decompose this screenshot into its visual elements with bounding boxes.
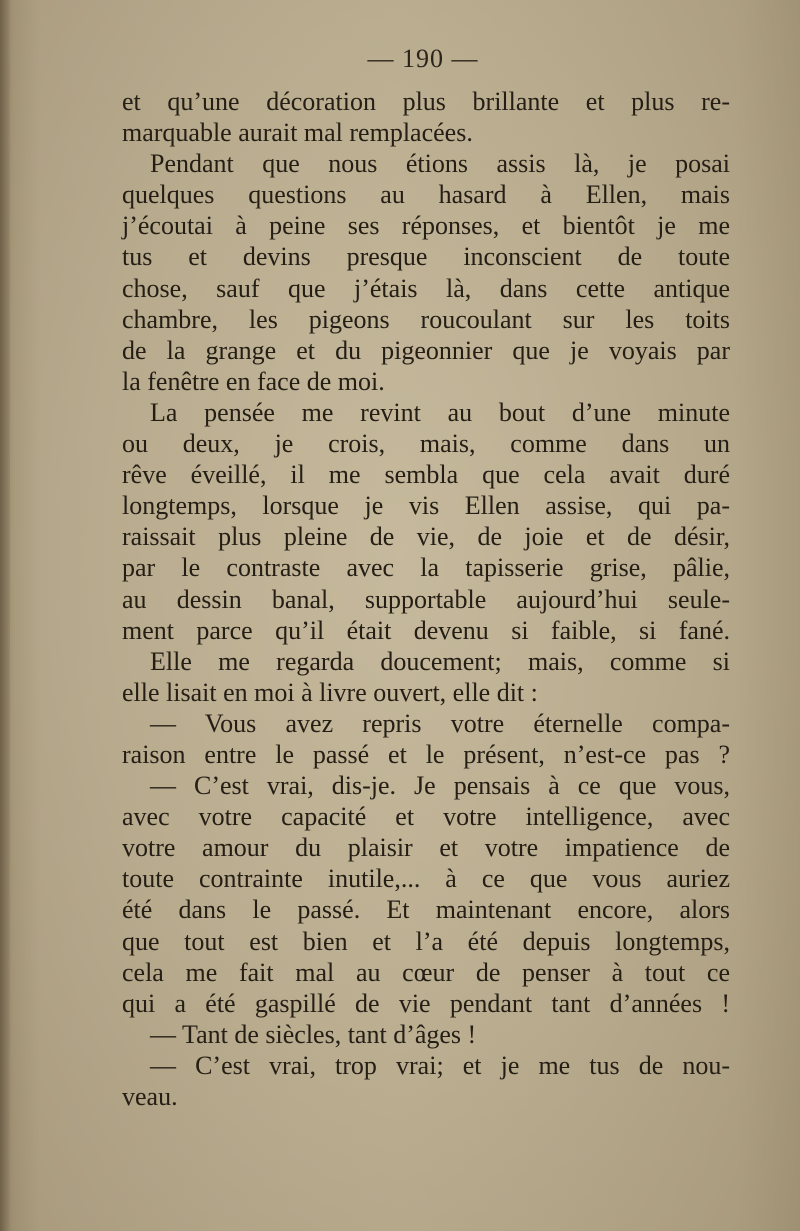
text-line: par le contraste avec la tapisserie grise, pâlie, [122, 553, 730, 583]
page-number: — 190 — [367, 44, 479, 73]
text-line: chose, sauf que j’étais là, dans cette antique [122, 273, 730, 303]
text-line: quelques questions au hasard à Ellen, mais [122, 180, 730, 210]
page-spine-shadow [0, 0, 10, 1231]
text-line: cela me fait mal au cœur de penser à tout ce [122, 957, 730, 987]
text-line: — C’est vrai, trop vrai; et je me tus de nou- [150, 1050, 730, 1080]
text-line: longtemps, lorsque je vis Ellen assise, qui pa- [122, 491, 730, 521]
text-line: votre amour du plaisir et votre impatience de [122, 833, 730, 863]
body-text [122, 86, 730, 1112]
text-line: — Tant de siècles, tant d’âges ! [150, 1019, 477, 1049]
text-line: tus et devins presque inconscient de toute [122, 242, 730, 272]
text-line: Elle me regarda doucement; mais, comme si [150, 646, 730, 676]
text-line: chambre, les pigeons roucoulant sur les toits [122, 304, 730, 334]
text-line: avec votre capacité et votre intelligence, avec [122, 802, 730, 832]
text-line: ment parce qu’il était devenu si faible, si fané. [122, 615, 730, 645]
text-line: veau. [122, 1082, 178, 1111]
text-line: Pendant que nous étions assis là, je posai [150, 149, 730, 179]
text-line: — Vous avez repris votre éternelle compa- [150, 708, 730, 738]
text-line: ou deux, je crois, mais, comme dans un [122, 429, 730, 459]
text-line: et qu’une décoration plus brillante et plus re- [122, 87, 730, 116]
text-line: qui a été gaspillé de vie pendant tant d’années ! [122, 988, 730, 1018]
text-line: de la grange et du pigeonnier que je voyais par [122, 335, 730, 365]
text-line: — C’est vrai, dis-je. Je pensais à ce que vous, [150, 771, 730, 801]
text-line: j’écoutai à peine ses réponses, et bientôt je me [122, 211, 730, 241]
text-line: toute contrainte inutile,... à ce que vous auriez [122, 864, 730, 894]
text-line: la fenêtre en face de moi. [122, 366, 385, 396]
text-line: rêve éveillé, il me sembla que cela avait duré [122, 460, 730, 490]
text-line: au dessin banal, supportable aujourd’hui seule- [122, 584, 730, 614]
text-line: La pensée me revint au bout d’une minute [150, 397, 730, 427]
text-line: marquable aurait mal remplacées. [122, 118, 473, 148]
text-line: été dans le passé. Et maintenant encore, alors [122, 895, 730, 925]
text-line: elle lisait en moi à livre ouvert, elle dit : [122, 677, 538, 707]
text-line: raison entre le passé et le présent, n’est-ce pas ? [122, 739, 730, 769]
text-line: que tout est bien et l’a été depuis longtemps, [122, 926, 730, 956]
text-line: raissait plus pleine de vie, de joie et de désir, [122, 522, 730, 552]
